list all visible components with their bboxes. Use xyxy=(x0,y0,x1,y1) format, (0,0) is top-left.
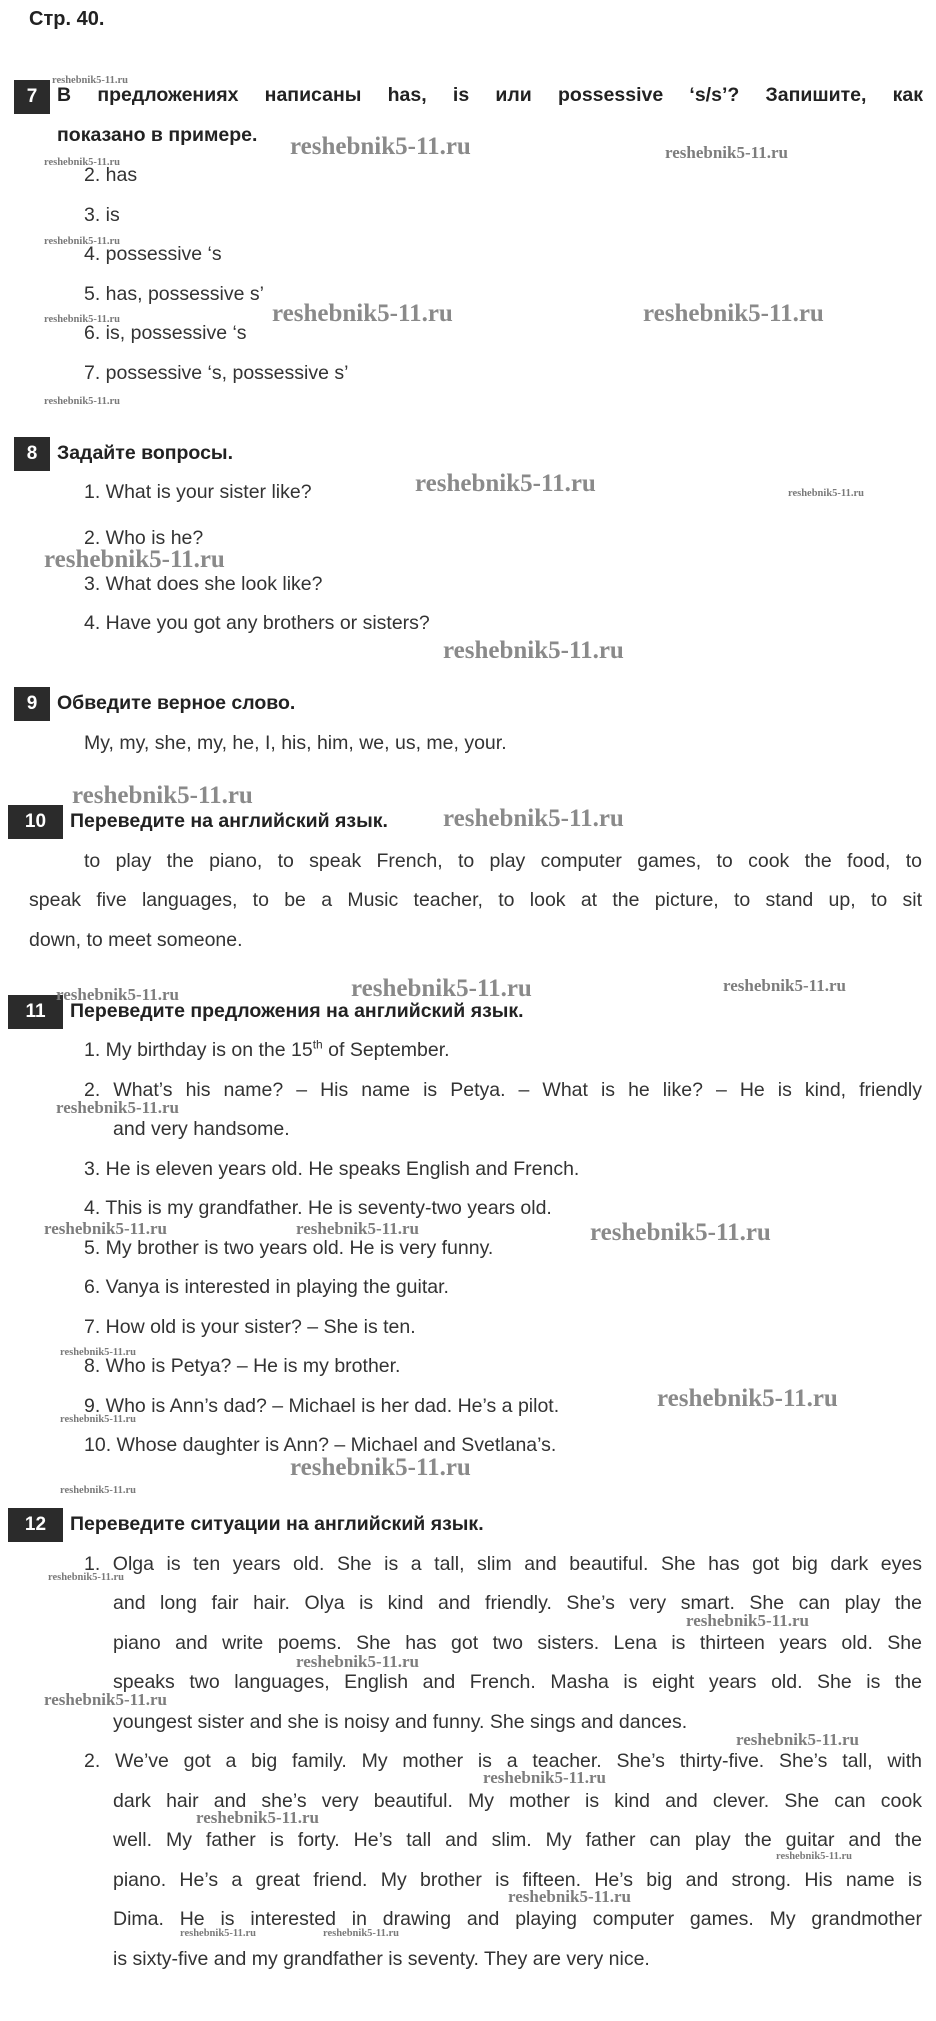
watermark: reshebnik5-11.ru xyxy=(290,133,471,160)
task-11-item: 4. This is my grandfather. He is seventy-two years old. xyxy=(84,1197,552,1219)
watermark: reshebnik5-11.ru xyxy=(44,546,225,573)
task-8-item: 4. Have you got any brothers or sisters? xyxy=(84,612,430,634)
watermark: reshebnik5-11.ru xyxy=(415,470,596,497)
task-9-text: My, my, she, my, he, I, his, him, we, us, me, your. xyxy=(84,732,507,754)
task-11-item-1-sup: th xyxy=(312,1037,323,1052)
watermark: reshebnik5-11.ru xyxy=(44,396,120,407)
watermark: reshebnik5-11.ru xyxy=(736,1730,859,1749)
task-12-story-1-line: and long fair hair. Olya is kind and friendly. She’s very smart. She can play the xyxy=(113,1592,922,1614)
watermark: reshebnik5-11.ru xyxy=(723,976,846,995)
task-7-item: 5. has, possessive s’ xyxy=(84,283,264,305)
task-12-story-2-line: Dima. He is interested in drawing and playing computer games. My grandmother xyxy=(113,1908,922,1930)
watermark: reshebnik5-11.ru xyxy=(686,1611,809,1630)
task-7-item: 6. is, possessive ‘s xyxy=(84,322,247,344)
task-12-story-1-line: speaks two languages, English and French. Masha is eight years old. She is the xyxy=(113,1671,922,1693)
watermark: reshebnik5-11.ru xyxy=(665,143,788,162)
task-11-item-2-line2: and very handsome. xyxy=(113,1118,290,1140)
task-12-title: Переведите ситуации на английский язык. xyxy=(70,1513,484,1535)
task-11-item: 3. He is eleven years old. He speaks English and French. xyxy=(84,1158,580,1180)
watermark: reshebnik5-11.ru xyxy=(60,1347,136,1358)
task-11-item-1-tail: of September. xyxy=(322,1039,450,1061)
task-11-item: 5. My brother is two years old. He is very funny. xyxy=(84,1237,494,1259)
watermark: reshebnik5-11.ru xyxy=(657,1385,838,1412)
watermark: reshebnik5-11.ru xyxy=(296,1652,419,1671)
task-12-story-2-line: is sixty-five and my grandfather is seventy. They are very nice. xyxy=(113,1948,650,1970)
watermark: reshebnik5-11.ru xyxy=(44,1690,167,1709)
task-12-story-1-line: 1. Olga is ten years old. She is a tall, slim and beautiful. She has got big dark eyes xyxy=(84,1553,922,1575)
task-11-item-2-line1: 2. What’s his name? – His name is Petya. – What is he like? – He is kind, friendly xyxy=(84,1079,922,1101)
watermark: reshebnik5-11.ru xyxy=(643,300,824,327)
task-11-item: 10. Whose daughter is Ann? – Michael and Svetlana’s. xyxy=(84,1434,557,1456)
task-7-item: 3. is xyxy=(84,204,120,226)
watermark: reshebnik5-11.ru xyxy=(44,236,120,247)
task-7-title-line1: В предложениях написаны has, is или possessive ‘s/s’? Запишите, как xyxy=(57,84,923,106)
watermark: reshebnik5-11.ru xyxy=(483,1768,606,1787)
watermark: reshebnik5-11.ru xyxy=(788,488,864,499)
task-11-item: 9. Who is Ann’s dad? – Michael is her dad. He’s a pilot. xyxy=(84,1395,560,1417)
task-11-item: 8. Who is Petya? – He is my brother. xyxy=(84,1355,401,1377)
task-8-item: 1. What is your sister like? xyxy=(84,481,312,503)
watermark: reshebnik5-11.ru xyxy=(323,1928,399,1939)
task-10-line: down, to meet someone. xyxy=(29,929,243,951)
task-7-title-line2: показано в примере. xyxy=(57,124,258,146)
watermark: reshebnik5-11.ru xyxy=(351,975,532,1002)
task-12-story-1-line: youngest sister and she is noisy and funny. She sings and dances. xyxy=(113,1711,688,1733)
task-9-number: 9 xyxy=(14,687,50,721)
task-8-number: 8 xyxy=(14,437,50,471)
watermark: reshebnik5-11.ru xyxy=(48,1572,124,1583)
task-12-story-2-line: well. My father is forty. He’s tall and slim. My father can play the guitar and the xyxy=(113,1829,922,1851)
task-11-item-1 xyxy=(84,1039,450,1062)
watermark: reshebnik5-11.ru xyxy=(508,1887,631,1906)
task-11-number: 11 xyxy=(8,995,63,1029)
task-7-item: 2. has xyxy=(84,164,138,186)
watermark: reshebnik5-11.ru xyxy=(60,1414,136,1425)
watermark: reshebnik5-11.ru xyxy=(72,782,253,809)
task-11-item: 7. How old is your sister? – She is ten. xyxy=(84,1316,416,1338)
task-11-item: 6. Vanya is interested in playing the guitar. xyxy=(84,1276,449,1298)
task-10-line: to play the piano, to speak French, to play computer games, to cook the food, to xyxy=(84,850,922,872)
watermark: reshebnik5-11.ru xyxy=(44,157,120,168)
task-7-item: 7. possessive ‘s, possessive s’ xyxy=(84,362,349,384)
watermark: reshebnik5-11.ru xyxy=(44,314,120,325)
task-12-story-2-line: 2. We’ve got a big family. My mother is a teacher. She’s thirty-five. She’s tall, with xyxy=(84,1750,922,1772)
task-7-number: 7 xyxy=(14,80,50,114)
page-header: Стр. 40. xyxy=(29,8,105,30)
watermark: reshebnik5-11.ru xyxy=(52,75,128,86)
task-12-number: 12 xyxy=(8,1508,63,1542)
task-11-item-1-text: 1. My birthday is on the 15 xyxy=(84,1039,313,1061)
task-8-item: 3. What does she look like? xyxy=(84,573,323,595)
watermark: reshebnik5-11.ru xyxy=(296,1219,419,1238)
watermark: reshebnik5-11.ru xyxy=(196,1808,319,1827)
watermark: reshebnik5-11.ru xyxy=(56,985,179,1004)
task-12-story-2-line: piano. He’s a great friend. My brother is fifteen. He’s big and strong. His name is xyxy=(113,1869,922,1891)
task-12-story-1-line: piano and write poems. She has got two sisters. Lena is thirteen years old. She xyxy=(113,1632,922,1654)
task-7-item: 4. possessive ‘s xyxy=(84,243,222,265)
watermark: reshebnik5-11.ru xyxy=(443,637,624,664)
task-10-number: 10 xyxy=(8,805,63,839)
watermark: reshebnik5-11.ru xyxy=(44,1219,167,1238)
watermark: reshebnik5-11.ru xyxy=(60,1485,136,1496)
watermark: reshebnik5-11.ru xyxy=(590,1219,771,1246)
task-12-story-2-line: dark hair and she’s very beautiful. My mother is kind and clever. She can cook xyxy=(113,1790,922,1812)
task-8-title: Задайте вопросы. xyxy=(57,442,233,464)
watermark: reshebnik5-11.ru xyxy=(776,1851,852,1862)
watermark: reshebnik5-11.ru xyxy=(180,1928,256,1939)
watermark: reshebnik5-11.ru xyxy=(56,1098,179,1117)
task-10-title: Переведите на английский язык. xyxy=(70,810,388,832)
task-9-title: Обведите верное слово. xyxy=(57,692,296,714)
task-10-line: speak five languages, to be a Music teacher, to look at the picture, to stand up, to sit xyxy=(29,889,922,911)
watermark: reshebnik5-11.ru xyxy=(290,1454,471,1481)
watermark: reshebnik5-11.ru xyxy=(443,805,624,832)
task-8-item: 2. Who is he? xyxy=(84,527,204,549)
task-11-title: Переведите предложения на английский язык. xyxy=(70,1000,524,1022)
watermark: reshebnik5-11.ru xyxy=(272,300,453,327)
